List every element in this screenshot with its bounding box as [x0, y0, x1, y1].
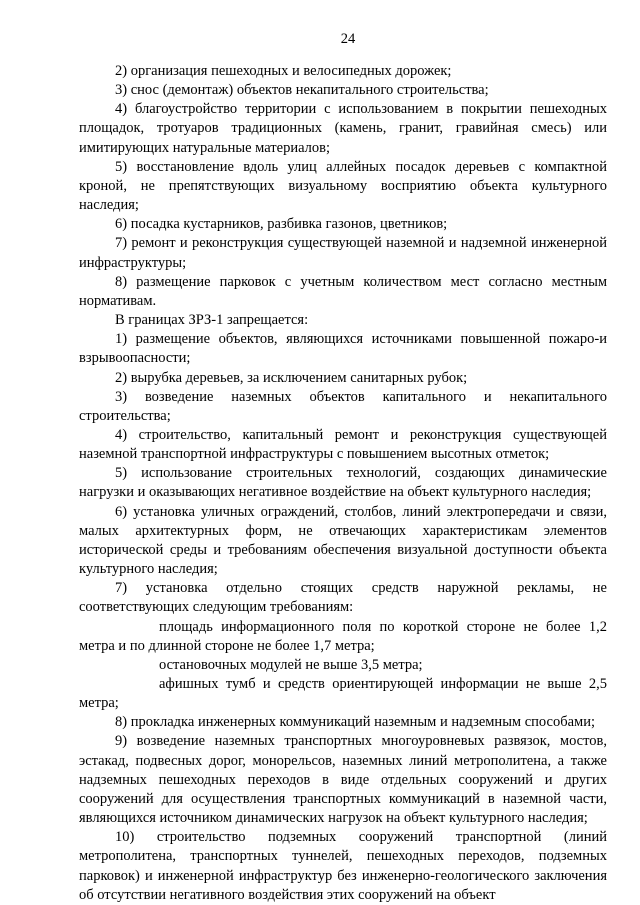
document-body — [79, 62, 607, 905]
paragraph: 2) вырубка деревьев, за исключением санитарных рубок; — [115, 369, 468, 386]
paragraph: 1) размещение объектов, являющихся источниками повышенной пожаро-и взрывоопасности; — [79, 331, 607, 367]
paragraph: В границах ЗРЗ-1 запрещается: — [115, 312, 309, 329]
paragraph: 7) установка отдельно стоящих средств наружной рекламы, не соответствующих следующим требованиям: — [79, 580, 607, 616]
paragraph: 5) использование строительных технологий, создающих динамические нагрузки и оказывающих негативное воздействие на объект культурного наследия; — [79, 465, 607, 501]
paragraph: остановочных модулей не выше 3,5 метра; — [159, 656, 423, 673]
paragraph: 3) снос (демонтаж) объектов некапитального строительства; — [115, 82, 489, 99]
paragraph: афишных тумб и средств ориентирующей информации не выше 2,5 метра; — [79, 676, 607, 712]
paragraph: 2) организация пешеходных и велосипедных дорожек; — [115, 63, 452, 79]
paragraph: 3) возведение наземных объектов капитального и некапитального строительства; — [79, 388, 607, 424]
paragraph: 4) строительство, капитальный ремонт и реконструкция существующей наземной транспортной инфраструктуры с повышением высотных отметок; — [79, 426, 607, 463]
paragraph: 8) размещение парковок с учетным количеством мест согласно местным нормативам. — [79, 273, 607, 309]
paragraph: 4) благоустройство территории с использованием в покрытии пешеходных площадок, тротуаров традиционных (камень, гранит, гравийная смесь) или имитирующих натуральные материалов; — [79, 101, 607, 156]
paragraph: 10) строительство подземных сооружений транспортной (линий метрополитена, транспортных туннелей, пешеходных переходов, подземных парковок) и инженерной инфраструктур без инженерно-геологического заключения об отсутствии негативного воздействия этих сооружений на объект — [79, 829, 607, 903]
paragraph: 6) посадка кустарников, разбивка газонов, цветников; — [115, 216, 448, 233]
paragraph: 7) ремонт и реконструкция существующей наземной и надземной инженерной инфраструктуры; — [79, 235, 607, 271]
paragraph: 9) возведение наземных транспортных многоуровневых развязок, мостов, эстакад, подвесных дорог, монорельсов, наземных линий метрополитена, а также надземных пешеходных переходов в виде отдельных сооружений и других сооружений для осуществления транспортных коммуникаций в наземной части, являющихся источником динамических нагрузок на объект культурного наследия; — [79, 733, 607, 827]
paragraph: 6) установка уличных ограждений, столбов, линий электропередачи и связи, малых архитектурных форм, не отвечающих характеристикам элементов исторической среды и требованиям обеспечения визуальной доступности объекта культурного наследия; — [79, 503, 607, 578]
paragraph: площадь информационного поля по короткой стороне не более 1,2 метра и по длинной стороне не более 1,7 метра; — [79, 618, 607, 654]
paragraph: 8) прокладка инженерных коммуникаций наземным и надземным способами; — [115, 714, 596, 731]
page-number: 24 — [340, 31, 356, 47]
paragraph: 5) восстановление вдоль улиц аллейных посадок деревьев с компактной кроной, не препятствующих визуальному восприятию объекта культурного наследия; — [79, 158, 607, 214]
